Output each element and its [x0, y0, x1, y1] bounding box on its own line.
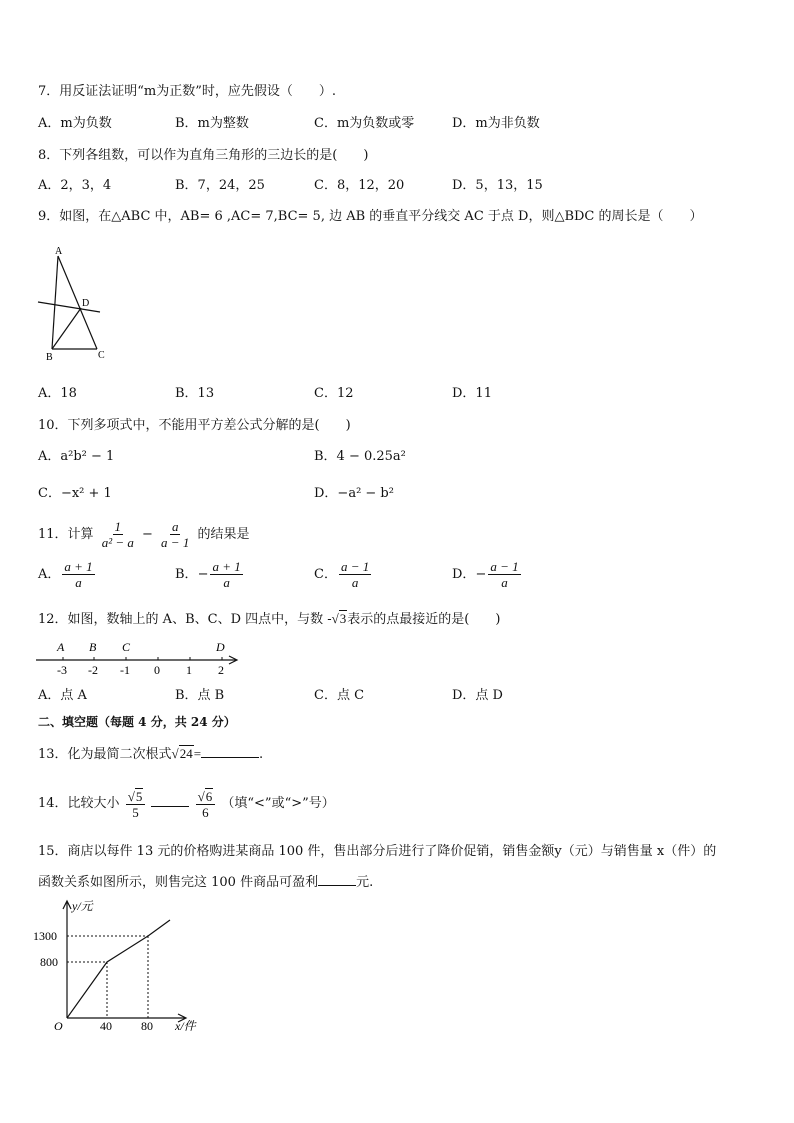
- q8-stem: 8．下列各组数，可以作为直角三角形的三边长的是( ): [38, 148, 369, 163]
- q12-stem-a: 12．如图，数轴上的 A、B、C、D 四点中，与数 -: [38, 612, 332, 627]
- q9-option-c: C．12: [314, 386, 354, 401]
- q12-option-b: B．点 B: [175, 688, 225, 703]
- q11-option-b-label: B．: [175, 567, 198, 582]
- q14-frac2-rad: 6: [205, 788, 213, 804]
- q10-option-c: C．−x² + 1: [38, 486, 112, 501]
- q14-stem-text: 14．比较大小: [38, 796, 120, 811]
- q12-option-a: A．点 A: [38, 688, 87, 703]
- point-d-label: D: [216, 640, 225, 654]
- q7-option-a: A．m为负数: [38, 116, 112, 131]
- x-tick-40: 40: [100, 1019, 112, 1033]
- tick-label-0: 0: [154, 663, 160, 677]
- q11-option-c-label: C．: [314, 567, 337, 582]
- y-tick-800: 800: [40, 955, 58, 969]
- q13-eq: =: [193, 746, 202, 761]
- q12-sqrt-value: 3: [339, 611, 347, 626]
- section-heading: 二、填空题（每题 4 分，共 24 分）: [38, 715, 236, 729]
- q15-answer-blank[interactable]: [318, 885, 356, 886]
- q13-answer-blank[interactable]: [201, 757, 259, 758]
- q13-radicand: 24: [179, 746, 193, 761]
- q10-option-d: D．−a² − b²: [314, 486, 394, 501]
- q13-stem: 13．化为最简二次根式√24= .: [38, 746, 264, 762]
- q14-frac2: $\frac{√6}{6}$: [196, 788, 216, 820]
- q11-term1-den: a² − a: [101, 535, 134, 550]
- q10-option-b: B．4 − 0.25a²: [314, 449, 406, 464]
- q11-term1: [100, 519, 136, 550]
- q11-minus: −: [142, 527, 153, 542]
- x-tick-80: 80: [141, 1019, 153, 1033]
- q15-line2a: 函数关系如图所示，则售完这 100 件商品可盈利: [38, 875, 319, 890]
- tick-label-neg3: -3: [57, 663, 67, 677]
- point-c-label: C: [122, 640, 131, 654]
- point-b-label: B: [89, 640, 97, 654]
- q9-option-a: A．18: [38, 386, 77, 401]
- q7-option-d: D．m为非负数: [452, 116, 540, 131]
- q8-option-a: A．2，3，4: [38, 178, 112, 193]
- origin-label: O: [54, 1019, 63, 1033]
- tick-label-2: 2: [218, 663, 224, 677]
- q14-frac2-den: 6: [202, 804, 209, 820]
- q7-option-c: C．m为负数或零: [314, 116, 415, 131]
- q11-option-a-label: A．: [38, 567, 61, 582]
- q11-term2-den: a − 1: [161, 535, 190, 550]
- q11-stem: [38, 518, 249, 552]
- y-tick-1300: 1300: [33, 929, 57, 943]
- tick-label-neg1: -1: [120, 663, 130, 677]
- q9-option-b: B．13: [175, 386, 215, 401]
- q12-stem-b: 表示的点最接近的是( ): [347, 612, 501, 627]
- sales-graph: [30, 896, 220, 1036]
- q11-stem-prefix: 11．计算: [38, 527, 94, 542]
- q11-option-c: C． $\frac{a - 1}{a}$: [314, 559, 370, 590]
- q8-option-c: C．8，12，20: [314, 178, 405, 193]
- triangle-figure: [34, 244, 114, 362]
- vertex-b-label: B: [46, 352, 53, 363]
- tick-label-1: 1: [186, 663, 192, 677]
- q7-stem: 7．用反证法证明“m为正数”时，应先假设（ ）.: [38, 84, 337, 99]
- q9-stem: 9．如图，在△ABC 中，AB= 6 ,AC= 7,BC= 5, 边 AB 的垂直平分线交 AC 于点 D，则△BDC 的周长是（ ）: [38, 209, 703, 224]
- q13-stem-text: 13．化为最简二次根式: [38, 747, 172, 762]
- q10-option-a: A．a²b² − 1: [38, 449, 115, 464]
- q14-tail: （填“<”或“>”号）: [221, 796, 335, 811]
- q15-line1: 15．商店以每件 13 元的价格购进某商品 100 件，售出部分后进行了降价促销，销售金额y（元）与销售量 x（件）的: [38, 844, 717, 859]
- number-line: [36, 638, 246, 680]
- q8-option-b: B．7，24，25: [175, 178, 265, 193]
- q14-answer-blank[interactable]: [151, 806, 189, 807]
- q12-stem: 12．如图，数轴上的 A、B、C、D 四点中，与数 -√3表示的点最接近的是( ): [38, 611, 501, 627]
- q11-option-d: D．− $\frac{a - 1}{a}$: [452, 559, 519, 590]
- vertex-d-label: D: [82, 298, 90, 309]
- q11-term2: [159, 519, 191, 550]
- q11-option-b: B．− $\frac{a + 1}{a}$: [175, 559, 241, 590]
- q14-frac1-den: 5: [132, 804, 139, 820]
- q11-option-a: A． $\frac{a + 1}{a}$: [38, 559, 93, 590]
- x-axis-label: x/件: [175, 1019, 196, 1033]
- point-a-label: A: [57, 640, 65, 654]
- y-axis-label: y/元: [72, 899, 93, 913]
- q7-option-b: B．m为整数: [175, 116, 249, 131]
- q13-end: .: [259, 747, 264, 762]
- q14-stem: [38, 785, 335, 823]
- q15-line2b: 元.: [356, 875, 374, 890]
- tick-label-neg2: -2: [88, 663, 98, 677]
- q8-option-d: D．5，13，15: [452, 178, 543, 193]
- q11-term1-num: 1: [114, 519, 122, 534]
- q14-frac1: $\frac{√5}{5}$: [126, 788, 146, 820]
- q12-option-c: C．点 C: [314, 688, 365, 703]
- q14-frac1-rad: 5: [135, 788, 143, 804]
- q9-option-d: D．11: [452, 386, 492, 401]
- q10-stem: 10．下列多项式中，不能用平方差公式分解的是( ): [38, 418, 351, 433]
- q11-stem-suffix: 的结果是: [197, 527, 250, 542]
- q11-term2-num: a: [171, 519, 179, 534]
- vertex-c-label: C: [98, 350, 105, 361]
- q11-option-d-label: D．: [452, 567, 476, 582]
- q15-line2: [38, 875, 373, 891]
- q12-option-d: D．点 D: [452, 688, 503, 703]
- vertex-a-label: A: [55, 246, 63, 257]
